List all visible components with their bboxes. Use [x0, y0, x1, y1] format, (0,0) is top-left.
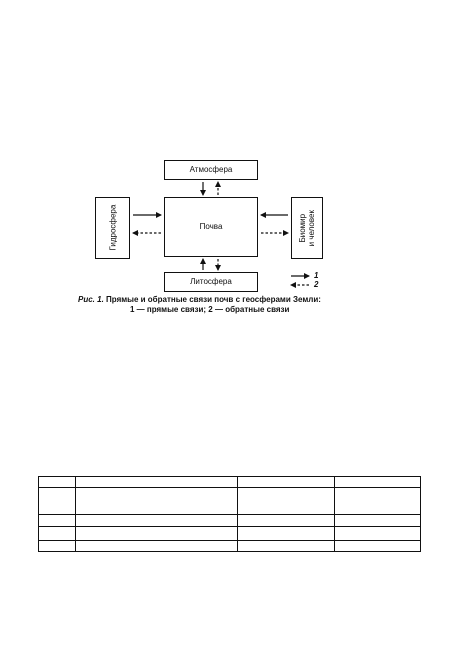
table-row	[39, 488, 421, 515]
table-cell	[238, 515, 335, 527]
figure-title: Прямые и обратные связи почв с геосферами Земли:	[106, 295, 321, 304]
table-cell	[76, 488, 238, 515]
table-cell	[238, 477, 335, 488]
figure-caption	[78, 295, 378, 315]
table-cell	[335, 488, 421, 515]
biomes-label-line2: и человек	[307, 209, 317, 247]
table-row	[39, 527, 421, 541]
legend-direct-number: 1	[314, 271, 319, 280]
table-cell	[335, 541, 421, 552]
table-cell	[76, 477, 238, 488]
table-row	[39, 477, 421, 488]
blank-table	[38, 476, 421, 552]
figure-legend-text: 1 — прямые связи; 2 — обратные связи	[130, 305, 290, 314]
table-cell	[238, 541, 335, 552]
table-cell	[39, 527, 76, 541]
table-cell	[335, 527, 421, 541]
biomes-label-line1: Биомир	[297, 213, 307, 243]
table-cell	[39, 477, 76, 488]
hydrosphere-label: Гидросфера	[107, 205, 117, 251]
table-cell	[238, 527, 335, 541]
table-row	[39, 541, 421, 552]
table-cell	[238, 488, 335, 515]
table-cell	[39, 488, 76, 515]
table-cell	[76, 527, 238, 541]
table-cell	[335, 515, 421, 527]
table-row	[39, 515, 421, 527]
table-cell	[39, 515, 76, 527]
table-cell	[39, 541, 76, 552]
atmosphere-label: Атмосфера	[189, 164, 233, 174]
soil-label: Почва	[199, 221, 223, 231]
table-cell	[76, 515, 238, 527]
lithosphere-label: Литосфера	[190, 276, 232, 286]
table-cell	[76, 541, 238, 552]
legend-reverse-number: 2	[314, 280, 319, 289]
figure-number: Рис. 1.	[78, 295, 104, 304]
table-cell	[335, 477, 421, 488]
